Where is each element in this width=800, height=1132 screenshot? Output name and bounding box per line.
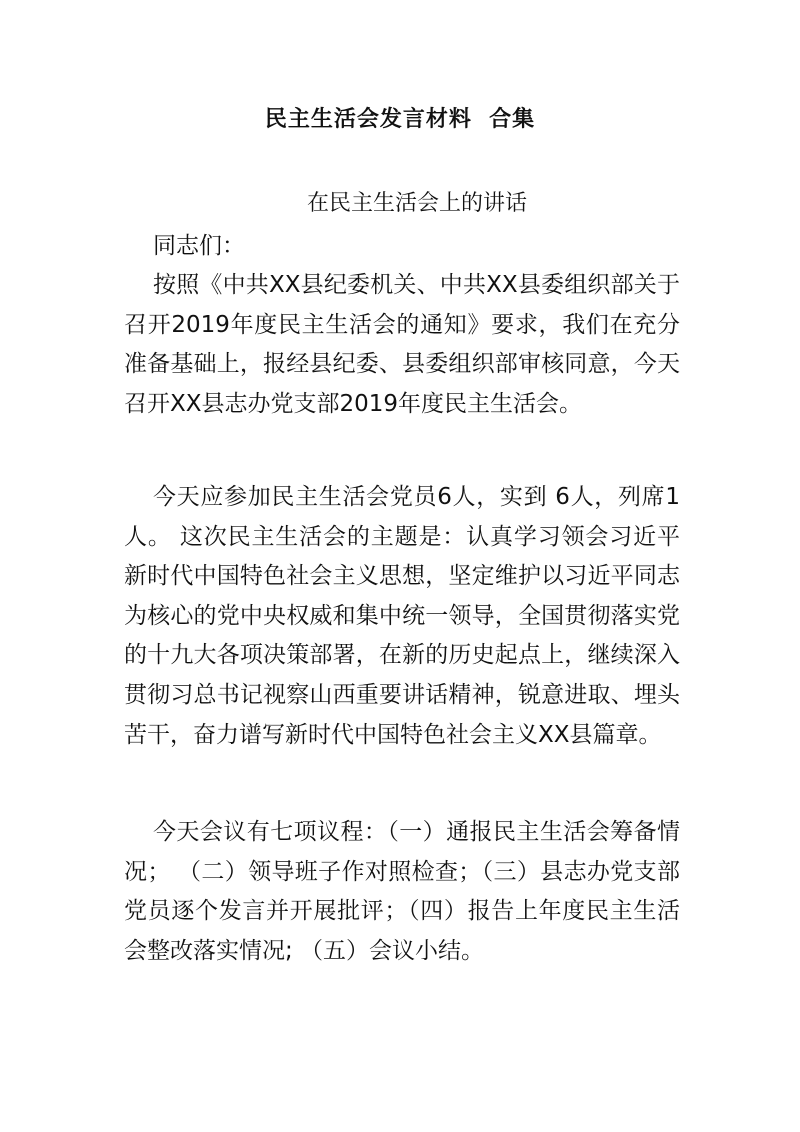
paragraph-meeting-notice: 按照《中共XX县纪委机关、中共XX县委组织部关于召开2019年度民主生活会的通知》要求，我们在充分准备基础上，报经县纪委、县委组织部审核同意，今天召开XX县志办党支部2019年度民主生活会。 xyxy=(124,272,680,417)
greeting: 同志们： xyxy=(153,233,245,259)
paragraph-agenda: 今天会议有七项议程：（一）通报民主生活会筹备情况； （二）领导班子作对照检查；（三）县志办党支部党员逐个发言并开展批评；（四）报告上年度民主生活会整改落实情况; （五）会议小结。 xyxy=(124,819,680,964)
document-title: 民主生活会发言材料 合集 xyxy=(264,107,536,132)
paragraph-attendance-theme: 今天应参加民主生活会党员6人，实到 6人，列席1人。 这次民主生活会的主题是：认真学习领会习近平新时代中国特色社会主义思想，坚定维护以习近平同志为核心的党中央权威和集中统一领导，全国贯彻落实党的十九大各项决策部署，在新的历史起点上，继续深入贯彻习总书记视察山西重要讲话精神，锐意进取、埋头苦干，奋力谱写新时代中国特色社会主义XX县篇章。 xyxy=(124,484,680,748)
speech-title: 在民主生活会上的讲话 xyxy=(306,191,527,216)
